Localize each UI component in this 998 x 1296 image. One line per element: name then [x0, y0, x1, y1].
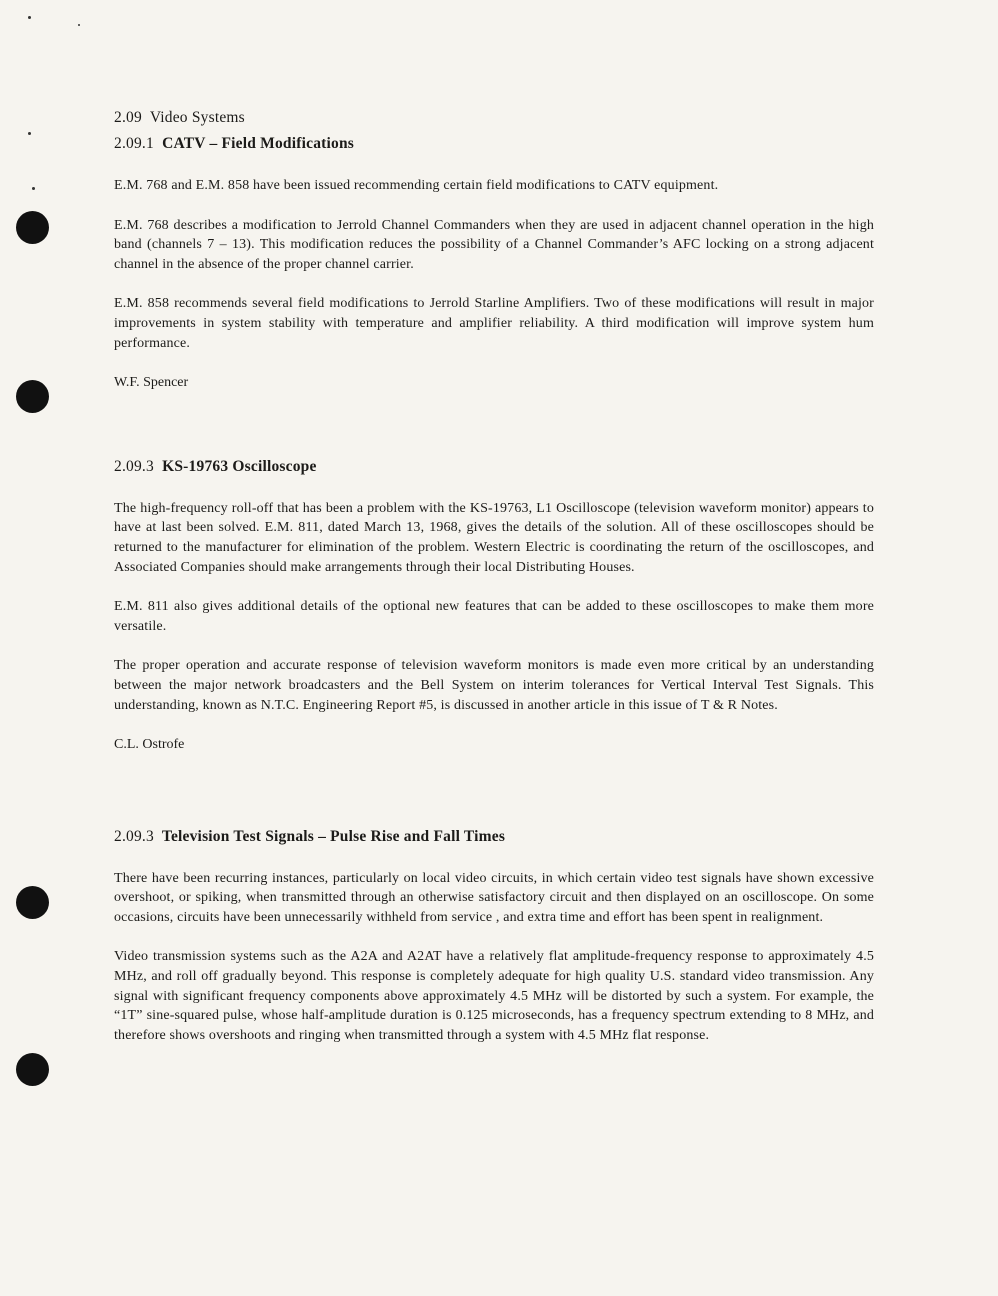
section-heading-catv — [114, 132, 874, 156]
author-signature: C.L. Ostrofe — [114, 737, 185, 753]
paragraph: There have been recurring instances, particularly on local video circuits, in which certain video test signals have shown excessive overshoot, or spiking, when transmitted through an otherwise satisfactory circuit and then displayed on an oscilloscope. On some occasions, circuits have been unnecessarily withheld from service , and extra time and effort has been spent in realignment. — [114, 870, 874, 925]
punch-hole — [16, 380, 49, 413]
punch-hole — [16, 1053, 49, 1086]
scan-speck — [28, 16, 31, 19]
paragraph: The proper operation and accurate response of television waveform monitors is made even more critical by an understanding between the major network broadcasters and the Bell System on interim tolerances for Vertical Interval Test Signals. This understanding, known as N.T.C. Engineering Report #5, is discussed in another article in this issue of T & R Notes. — [114, 658, 874, 713]
scan-speck — [78, 24, 80, 26]
section-number: 2.09 — [114, 109, 142, 126]
author-signature: W.F. Spencer — [114, 375, 189, 391]
section-heading-test-signals — [114, 825, 874, 849]
paragraph: Video transmission systems such as the A2A and A2AT have a relatively flat amplitude-frequency response to approximately 4.5 MHz, and roll off gradually beyond. This response is completely adequate for high quality U.S. standard video transmission. Any signal with significant frequency components above approximately 4.5 MHz will be distorted by such a system. For example, the “1T” sine-squared pulse, whose half-amplitude duration is 0.125 microseconds, has a frequency spectrum extending to 8 MHz, and therefore shows overshoots and ringing when transmitted through a system with 4.5 MHz flat response. — [114, 949, 874, 1043]
paragraph: E.M. 858 recommends several field modifications to Jerrold Starline Amplifiers. Two of these modifications will result in major improvements in system stability with temperature and amplifier reliability. A third modification will improve system hum performance. — [114, 296, 874, 351]
punch-hole — [16, 886, 49, 919]
section-title: CATV – Field Modifications — [162, 135, 355, 152]
section-number: 2.09.3 — [114, 827, 154, 845]
scan-speck — [28, 132, 31, 135]
section-heading-video-systems — [114, 106, 874, 130]
section-title: Television Test Signals – Pulse Rise and Fall Times — [161, 827, 506, 845]
section-title: Video Systems — [149, 109, 245, 126]
section-heading-oscilloscope — [114, 455, 874, 479]
section-number: 2.09.3 — [114, 457, 154, 475]
paragraph: E.M. 811 also gives additional details of the optional new features that can be added to these oscilloscopes to make them more versatile. — [114, 599, 874, 634]
punch-hole — [16, 211, 49, 244]
scan-speck — [32, 187, 35, 190]
paragraph: E.M. 768 and E.M. 858 have been issued recommending certain field modifications to CATV equipment. — [114, 178, 719, 193]
paragraph: E.M. 768 describes a modification to Jerrold Channel Commanders when they are used in adjacent channel operation in the high band (channels 7 – 13). This modification reduces the possibility of a Channel Commander’s AFC locking on a strong adjacent channel in the absence of the proper channel carrier. — [114, 217, 874, 272]
section-number: 2.09.1 — [114, 135, 154, 152]
document-content — [114, 106, 874, 1045]
section-title: KS-19763 Oscilloscope — [162, 457, 317, 475]
paragraph: The high-frequency roll-off that has been a problem with the KS-19763, L1 Oscilloscope (television waveform monitor) appears to have at last been solved. E.M. 811, dated March 13, 1968, gives the details of the solution. All of these oscilloscopes should be returned to the manufacturer for elimination of the problem. Western Electric is coordinating the return of the oscilloscopes, and Associated Companies should make arrangements through their local Distributing Houses. — [114, 500, 874, 575]
